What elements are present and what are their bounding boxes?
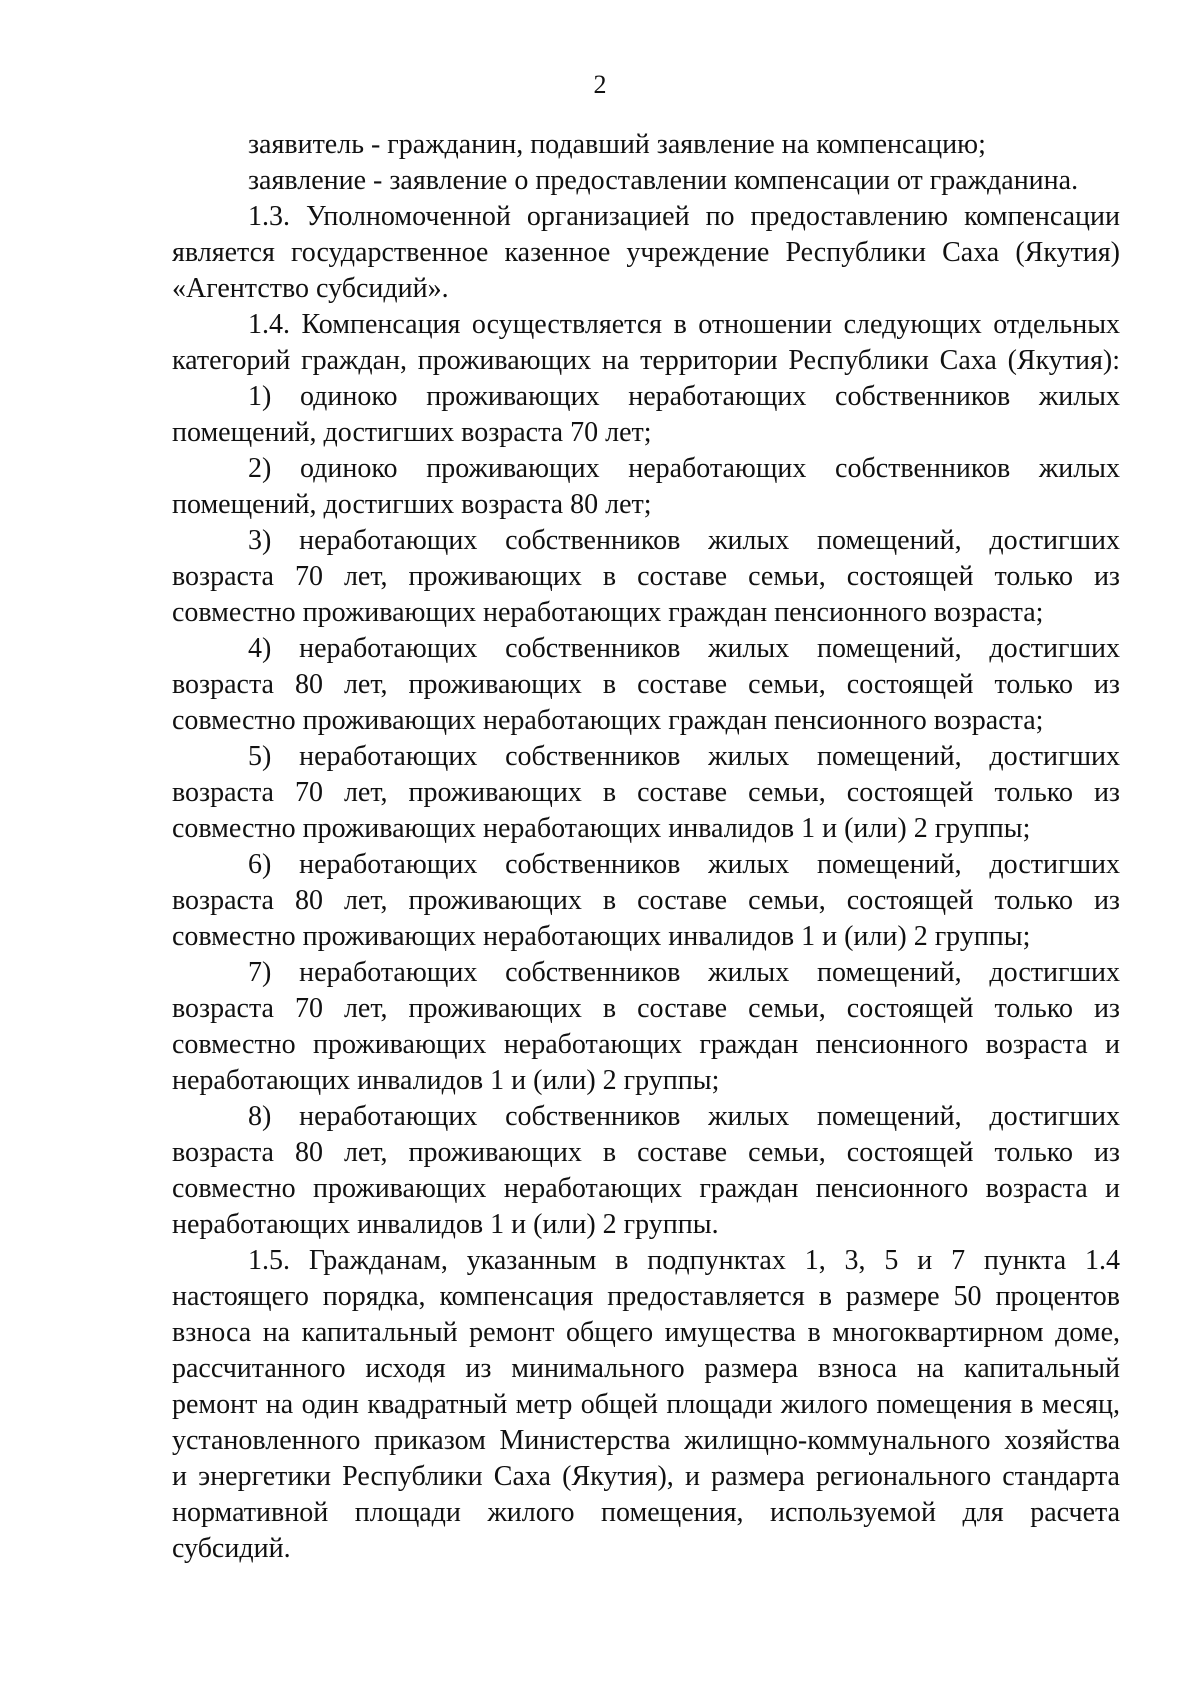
text-line: возраста 70 лет, проживающих в составе семьи, состоящей только из (172, 561, 1120, 592)
text-line: заявление - заявление о предоставлении компенсации от гражданина. (248, 165, 1079, 196)
text-line: ремонт на один квадратный метр общей площади жилого помещения в месяц, (172, 1389, 1120, 1420)
text-line: является государственное казенное учреждение Республики Саха (Якутия) (172, 237, 1120, 268)
text-line: 1.3. Уполномоченной организацией по предоставлению компенсации (248, 201, 1120, 232)
text-line: возраста 80 лет, проживающих в составе семьи, состоящей только из (172, 1137, 1120, 1168)
text-line: совместно проживающих неработающих инвалидов 1 и (или) 2 группы; (172, 813, 1031, 844)
text-line: 4) неработающих собственников жилых помещений, достигших (248, 633, 1120, 664)
text-line: 5) неработающих собственников жилых помещений, достигших (248, 741, 1120, 772)
text-line: совместно проживающих неработающих граждан пенсионного возраста и (172, 1173, 1120, 1204)
text-line: 6) неработающих собственников жилых помещений, достигших (248, 849, 1120, 880)
text-line: помещений, достигших возраста 70 лет; (172, 417, 652, 448)
text-line: настоящего порядка, компенсация предоставляется в размере 50 процентов (172, 1281, 1120, 1312)
text-line: неработающих инвалидов 1 и (или) 2 группы. (172, 1209, 719, 1240)
text-line: возраста 70 лет, проживающих в составе семьи, состоящей только из (172, 777, 1120, 808)
text-line: и энергетики Республики Саха (Якутия), и размера регионального стандарта (172, 1461, 1120, 1492)
text-line: совместно проживающих неработающих граждан пенсионного возраста; (172, 705, 1044, 736)
text-line: 2) одиноко проживающих неработающих собственников жилых (248, 453, 1120, 484)
text-line: возраста 80 лет, проживающих в составе семьи, состоящей только из (172, 669, 1120, 700)
text-line: помещений, достигших возраста 80 лет; (172, 489, 652, 520)
text-line: совместно проживающих неработающих инвалидов 1 и (или) 2 группы; (172, 921, 1031, 952)
text-line: 3) неработающих собственников жилых помещений, достигших (248, 525, 1120, 556)
document-body (172, 127, 1120, 1567)
text-line: категорий граждан, проживающих на территории Республики Саха (Якутия): (172, 345, 1120, 376)
text-line: совместно проживающих неработающих граждан пенсионного возраста; (172, 597, 1044, 628)
page-number: 2 (593, 70, 607, 99)
text-line: заявитель - гражданин, подавший заявление на компенсацию; (248, 129, 986, 160)
text-line: взноса на капитальный ремонт общего имущества в многоквартирном доме, (172, 1317, 1120, 1348)
text-line: установленного приказом Министерства жилищно-коммунального хозяйства (172, 1425, 1120, 1456)
text-line: 7) неработающих собственников жилых помещений, достигших (248, 957, 1120, 988)
text-line: совместно проживающих неработающих граждан пенсионного возраста и (172, 1029, 1120, 1060)
text-line: нормативной площади жилого помещения, используемой для расчета (172, 1497, 1120, 1528)
text-line: 1.4. Компенсация осуществляется в отношении следующих отдельных (248, 309, 1120, 340)
text-line: возраста 70 лет, проживающих в составе семьи, состоящей только из (172, 993, 1120, 1024)
text-line: возраста 80 лет, проживающих в составе семьи, состоящей только из (172, 885, 1120, 916)
text-line: 1.5. Гражданам, указанным в подпунктах 1, 3, 5 и 7 пункта 1.4 (248, 1245, 1120, 1276)
text-line: неработающих инвалидов 1 и (или) 2 группы; (172, 1065, 720, 1096)
text-line: рассчитанного исходя из минимального размера взноса на капитальный (172, 1353, 1120, 1384)
text-line: субсидий. (172, 1533, 291, 1564)
text-line: 8) неработающих собственников жилых помещений, достигших (248, 1101, 1120, 1132)
text-line: 1) одиноко проживающих неработающих собственников жилых (248, 381, 1120, 412)
text-line: «Агентство субсидий». (172, 273, 449, 304)
